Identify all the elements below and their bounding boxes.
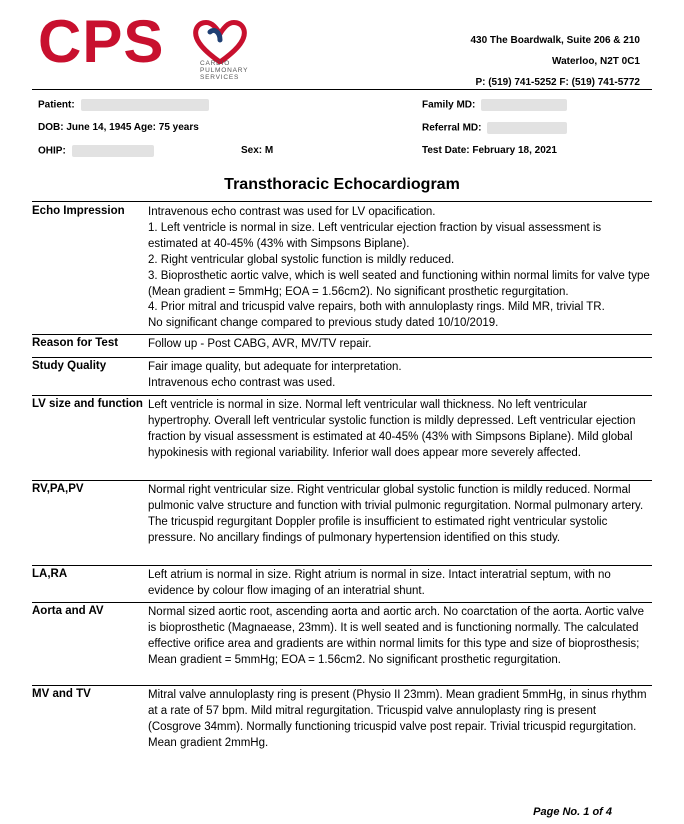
- section-label: Aorta and AV: [32, 605, 104, 617]
- section-la-ra: [32, 566, 652, 603]
- section-body: [148, 568, 652, 600]
- section-line: Left atrium is normal in size. Right atrium is normal in size. Intact interatrial septum, with no evidence by colour flow imaging of an interatrial shunt.: [148, 569, 611, 597]
- section-aorta-av: [32, 603, 652, 686]
- section-lv-size-function: [32, 396, 652, 481]
- patient-row: [38, 99, 209, 112]
- referral-md-row: [422, 122, 567, 135]
- redacted-ohip: [72, 145, 154, 157]
- section-rv-pa-pv: [32, 481, 652, 566]
- section-body: [148, 398, 652, 462]
- redacted-referral-md: [487, 122, 567, 134]
- section-label: MV and TV: [32, 688, 91, 700]
- section-line: Normal sized aortic root, ascending aorta and aortic arch. No coarctation of the aorta. Aortic valve is bioprosthetic (Magnaease, 23mm). It is well seated and is functioning normally. The calculated effective orifice area and gradients are within normal limits for this type and size of bioprosthesis; Mean gradient = 5mmHg; EOA = 1.56cm2. No significant prosthetic regurgitation.: [148, 606, 645, 666]
- section-mv-tv: [32, 686, 652, 758]
- patient-label: Patient:: [38, 99, 75, 111]
- ohip-label: OHIP:: [38, 145, 66, 157]
- redacted-patient-name: [81, 99, 209, 111]
- section-line: Normal right ventricular size. Right ventricular global systolic function is mildly reduced. Normal pulmonic valve structure and function with trivial pulmonic regurgitation. Normal pulmonary artery. The tricuspid regurgitant Doppler profile is insufficient to estimated right ventricular systolic pressure. No ancillary findings of pulmonary hypertension identified on this study.: [148, 484, 644, 544]
- section-study-quality: [32, 358, 652, 396]
- sex: Sex: M: [241, 145, 274, 156]
- section-label: RV,PA,PV: [32, 483, 84, 495]
- section-line: 2. Right ventricular global systolic function is mildly reduced.: [148, 253, 455, 266]
- section-body: [148, 483, 652, 547]
- section-body: [148, 605, 652, 669]
- section-line: Fair image quality, but adequate for interpretation.: [148, 361, 402, 373]
- logo-sub-line1: CARDIO PULMONARY: [200, 60, 249, 74]
- address-line-2: Waterloo, N2T 0C1: [552, 56, 640, 67]
- heart-icon: [190, 18, 250, 64]
- address-line-1: 430 The Boardwalk, Suite 206 & 210: [470, 35, 640, 46]
- section-label: Study Quality: [32, 360, 107, 372]
- section-line: 3. Bioprosthetic aortic valve, which is well seated and functioning within normal limits for valve type (Mean gradient = 5mmHg; EOA = 1.56cm2). No significant prosthetic regurgitation.: [148, 269, 650, 298]
- page-number: Page No. 1 of 4: [533, 806, 612, 818]
- section-line: Intravenous echo contrast was used.: [148, 376, 336, 389]
- section-line: Intravenous echo contrast was used for LV opacification.: [148, 206, 436, 218]
- section-body: [148, 205, 652, 332]
- ohip-row: [38, 145, 154, 158]
- section-body: [148, 688, 652, 752]
- referral-md-label: Referral MD:: [422, 122, 482, 134]
- section-body: [148, 360, 652, 392]
- section-line: 4. Prior mitral and tricuspid valve repairs, both with annuloplasty rings. Mild MR, trivial TR.: [148, 301, 605, 314]
- section-line: 1. Left ventricle is normal in size. Left ventricular ejection fraction by visual assessment is estimated at 40-45% (43% with Simpsons Biplane).: [148, 221, 602, 250]
- section-line: Mitral valve annuloplasty ring is present (Physio II 23mm). Mean gradient 5mmHg, in sinus rhythm at a rate of 57 bpm. Mild mitral regurgitation. Tricuspid valve annuloplasty ring is present (Cosgrove 34mm). Normally functioning tricuspid valve post repair. Trivial tricuspid regurgitation. Mean gradient 2mmHg.: [148, 689, 647, 749]
- section-body: [148, 337, 652, 353]
- section-line: Follow up - Post CABG, AVR, MV/TV repair.: [148, 338, 372, 350]
- test-date: Test Date: February 18, 2021: [422, 145, 557, 156]
- section-label: LV size and function: [32, 398, 143, 410]
- phone-fax-line: P: (519) 741-5252 F: (519) 741-5772: [475, 77, 640, 88]
- section-label: Echo Impression: [32, 205, 125, 217]
- section-label: LA,RA: [32, 568, 68, 580]
- redacted-family-md: [481, 99, 567, 111]
- section-line: Left ventricle is normal in size. Normal left ventricular wall thickness. No left ventricular hypertrophy. Overall left ventricular systolic function is mildly depressed. Left ventricular ejection fraction by visual assessment is estimated at 40-45% (43% with Simpsons Biplane). Mild global hypokinesis with regional variability. Inferior wall does appear more severely affected.: [148, 399, 636, 459]
- section-reason-for-test: [32, 335, 652, 358]
- logo-sub-line2: SERVICES: [200, 74, 240, 81]
- section-label: Reason for Test: [32, 337, 119, 349]
- dob-age: DOB: June 14, 1945 Age: 75 years: [38, 122, 199, 133]
- logo-subtitle: [200, 60, 258, 81]
- title-divider: [32, 201, 652, 202]
- logo-text: CPS: [38, 8, 165, 75]
- header-divider: [32, 89, 652, 90]
- cps-logo: [38, 8, 258, 81]
- family-md-row: [422, 99, 567, 112]
- report-title: Transthoracic Echocardiogram: [224, 176, 460, 193]
- clinic-address: [470, 30, 640, 93]
- section-echo-impression: [32, 203, 652, 335]
- section-line: No significant change compared to previous study dated 10/10/2019.: [148, 317, 499, 330]
- family-md-label: Family MD:: [422, 99, 476, 111]
